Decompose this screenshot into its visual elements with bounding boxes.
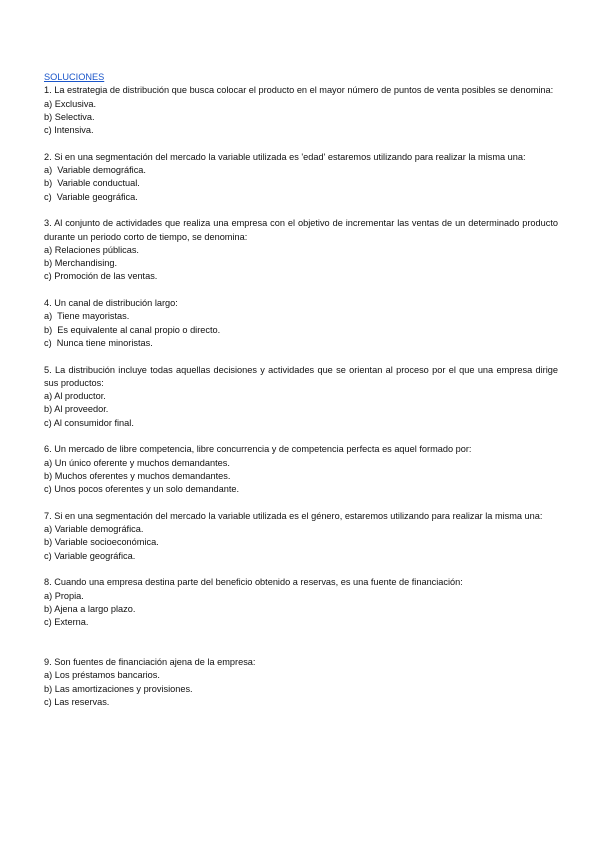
question-block-6 (44, 443, 558, 496)
question-text: 7. Si en una segmentación del mercado la variable utilizada es el género, estaremos utilizando para realizar la misma una: (44, 510, 543, 521)
question-text: 3. Al conjunto de actividades que realiza una empresa con el objetivo de incrementar las ventas de un determinado producto durante un periodo corto de tiempo, se denomina: (44, 218, 558, 242)
solutions-heading-link[interactable]: SOLUCIONES (44, 72, 105, 82)
question-text: 2. Si en una segmentación del mercado la variable utilizada es 'edad' estaremos utilizando para realizar la misma una: (44, 151, 526, 162)
question-block-5 (44, 364, 558, 430)
answer-option-a: a) Relaciones públicas. (44, 244, 139, 255)
question-text: 9. Son fuentes de financiación ajena de la empresa: (44, 657, 256, 668)
solutions-heading[interactable] (44, 71, 558, 84)
answer-option-b: b) Variable socioeconómica. (44, 537, 159, 548)
question-text: 5. La distribución incluye todas aquellas decisiones y actividades que se orientan al proceso por el que una empresa dirige sus productos: (44, 364, 558, 388)
answer-option-b: b) Merchandising. (44, 258, 118, 269)
question-text: 1. La estrategia de distribución que busca colocar el producto en el mayor número de puntos de venta posibles se denomina: (44, 85, 554, 96)
answer-option-b: b) Es equivalente al canal propio o directo. (44, 324, 221, 335)
answer-option-b: b) Al proveedor. (44, 404, 109, 415)
question-block-2 (44, 151, 558, 204)
question-text: 4. Un canal de distribución largo: (44, 298, 178, 309)
document-page (44, 71, 558, 723)
answer-option-c: c) Nunca tiene minoristas. (44, 337, 153, 348)
answer-option-b: b) Muchos oferentes y muchos demandantes. (44, 470, 231, 481)
answer-option-c: c) Variable geográfica. (44, 550, 136, 561)
answer-option-a: a) Los préstamos bancarios. (44, 670, 160, 681)
answer-option-a: a) Variable demográfica. (44, 524, 144, 535)
answer-option-c: c) Variable geográfica. (44, 191, 138, 202)
answer-option-b: b) Selectiva. (44, 111, 95, 122)
answer-option-a: a) Tiene mayoristas. (44, 311, 130, 322)
answer-option-a: a) Exclusiva. (44, 98, 97, 109)
answer-option-c: c) Al consumidor final. (44, 417, 134, 428)
answer-option-b: b) Variable conductual. (44, 178, 140, 189)
answer-option-c: c) Externa. (44, 617, 89, 628)
question-block-3 (44, 217, 558, 283)
question-block-7 (44, 510, 558, 563)
answer-option-a: a) Un único oferente y muchos demandantes. (44, 457, 230, 468)
answer-option-b: b) Las amortizaciones y provisiones. (44, 683, 193, 694)
answer-option-a: a) Al productor. (44, 391, 106, 402)
question-block-9 (44, 656, 558, 709)
question-block-4 (44, 297, 558, 350)
answer-option-c: c) Promoción de las ventas. (44, 271, 158, 282)
question-text: 8. Cuando una empresa destina parte del beneficio obtenido a reservas, es una fuente de financiación: (44, 577, 463, 588)
answer-option-a: a) Variable demográfica. (44, 165, 146, 176)
answer-option-c: c) Intensiva. (44, 125, 94, 136)
answer-option-c: c) Las reservas. (44, 696, 110, 707)
answer-option-a: a) Propia. (44, 590, 84, 601)
question-text: 6. Un mercado de libre competencia, libre concurrencia y de competencia perfecta es aquel formado por: (44, 444, 472, 455)
answer-option-b: b) Ajena a largo plazo. (44, 603, 136, 614)
question-block-8 (44, 576, 558, 629)
question-block-1 (44, 84, 558, 137)
answer-option-c: c) Unos pocos oferentes y un solo demandante. (44, 484, 240, 495)
